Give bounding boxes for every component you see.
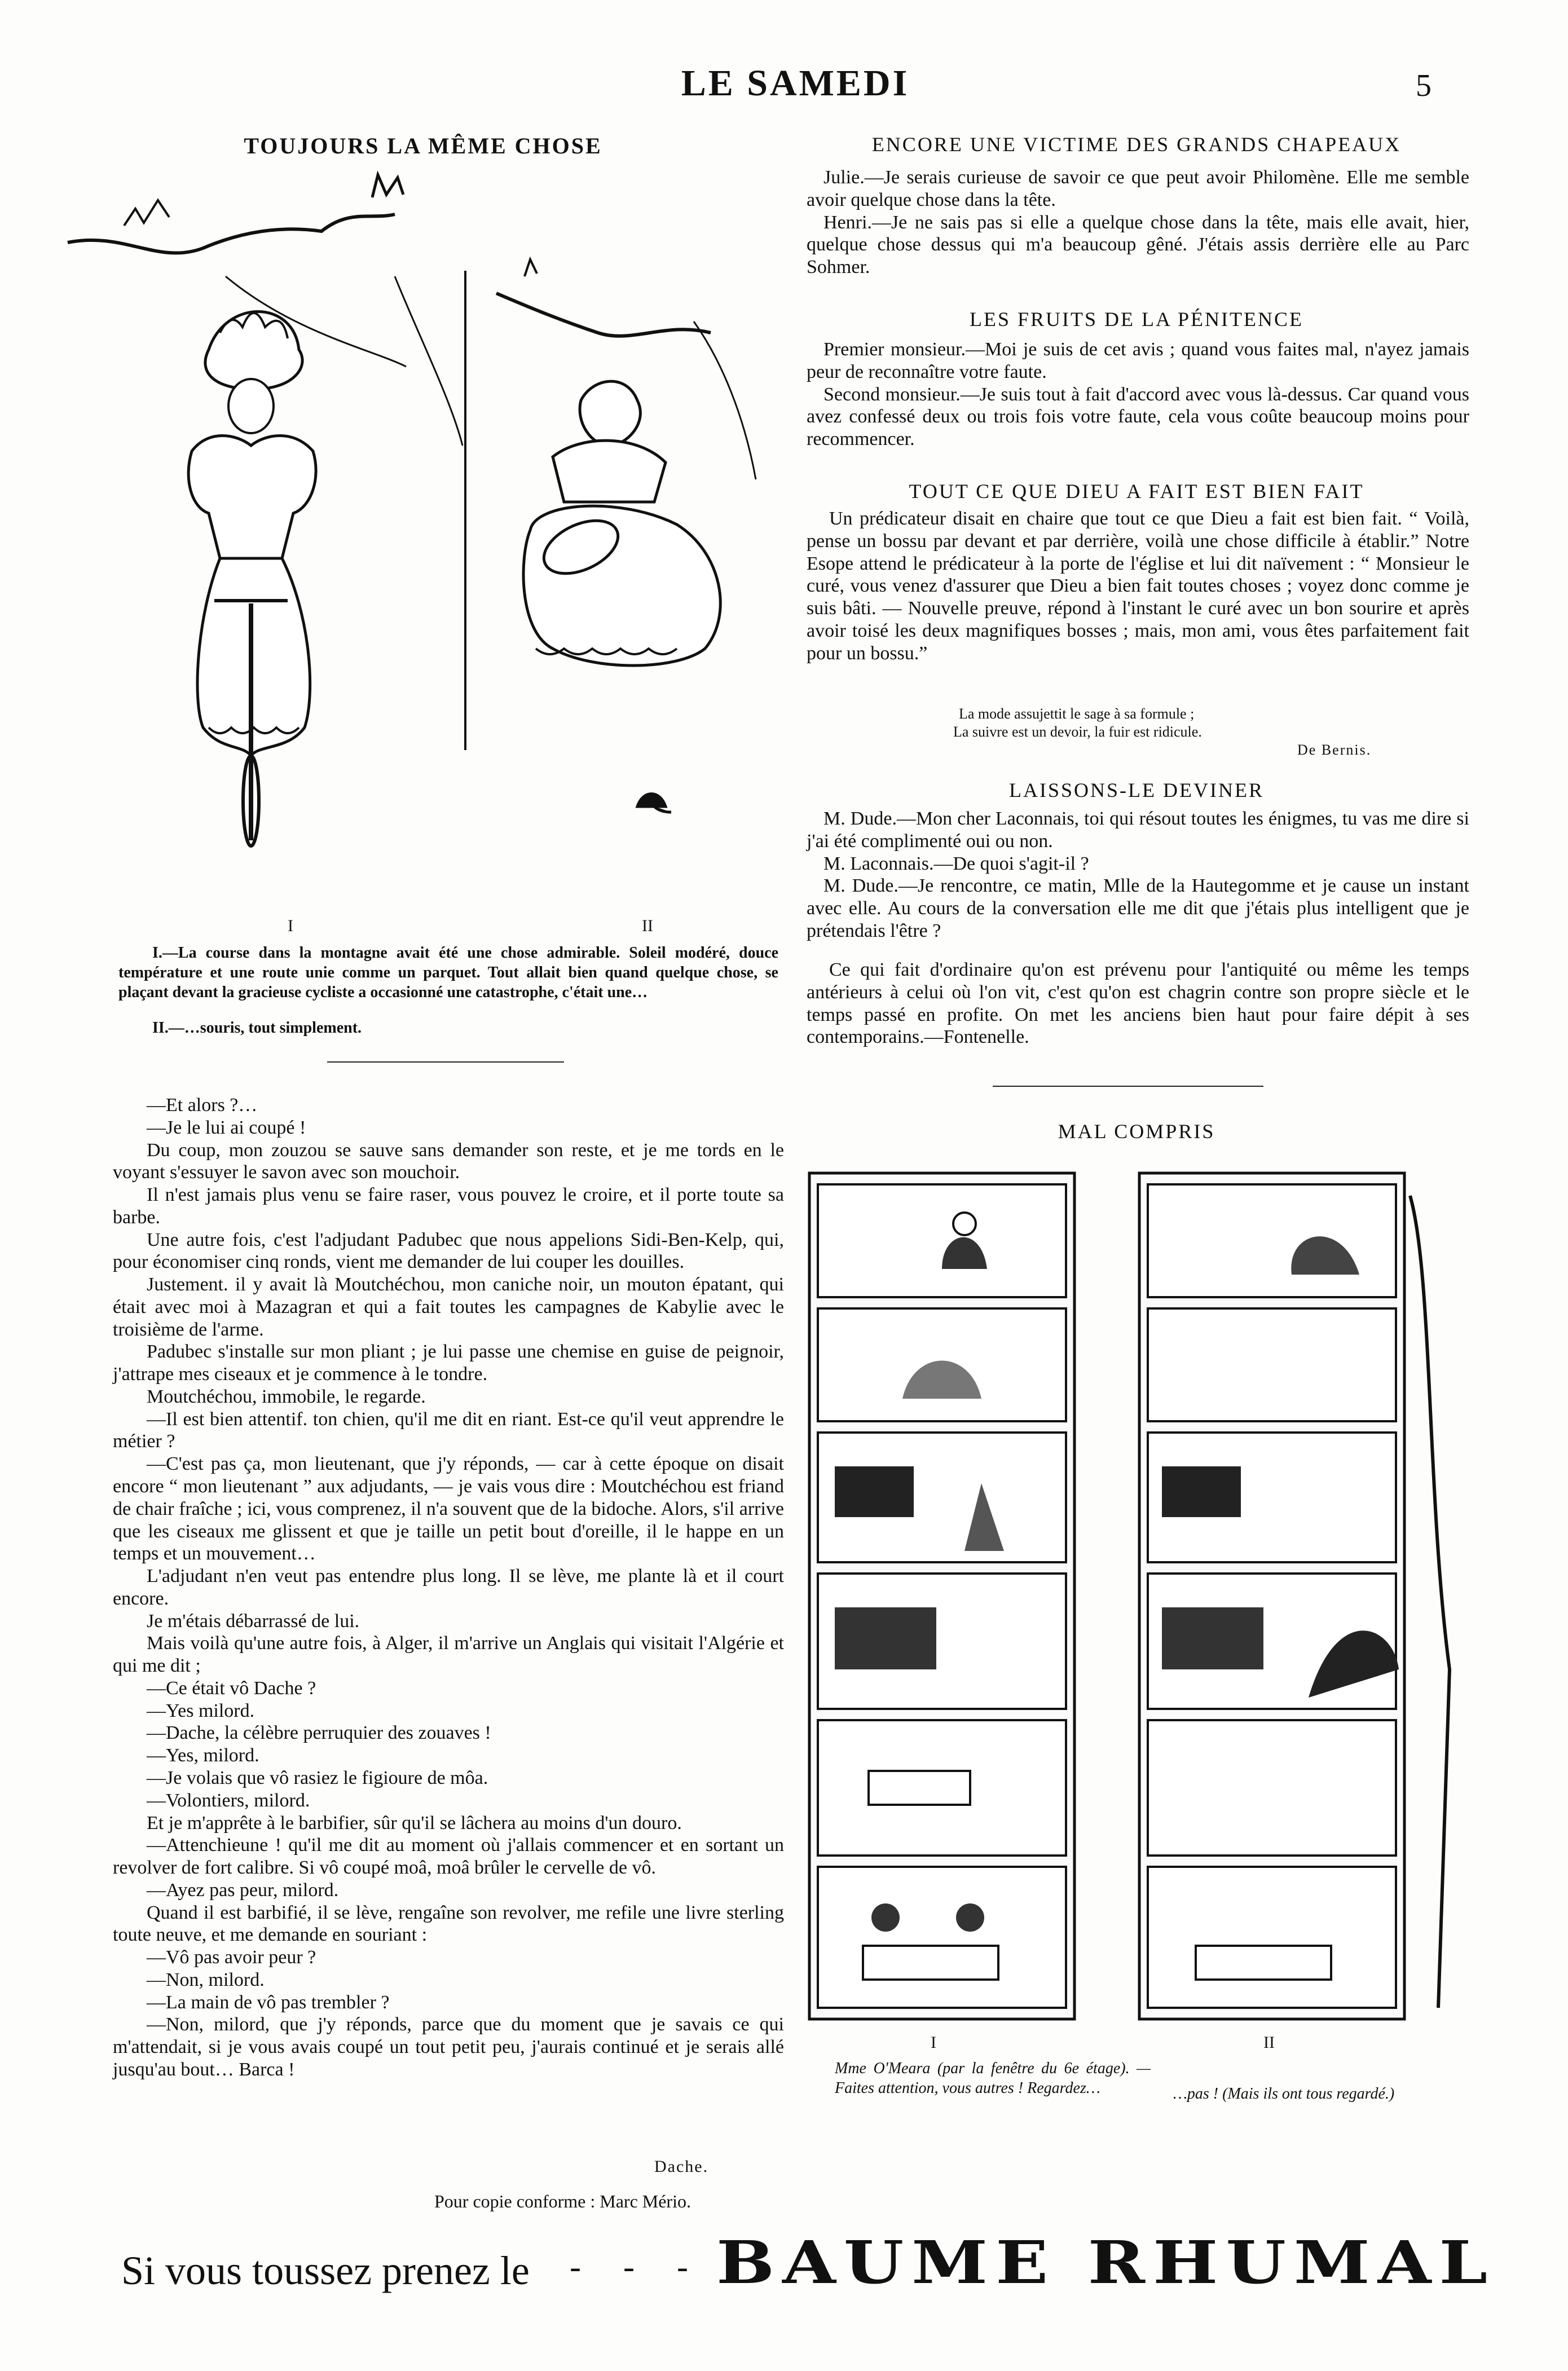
story-line: Moutchéchou, immobile, le regarde. — [147, 1386, 426, 1407]
dialog-line: Second monsieur.—Je suis tout à fait d'accord avec vous là-dessus. Car quand vous avez confessé deux ou trois fois votre faute, cela vous coûte beaucoup moins pour recommencer. — [807, 384, 1469, 450]
section-fontenelle: Ce qui fait d'ordinaire qu'on est prévenu pour l'antiquité ou même les temps antérieurs à celui où l'on vit, c'est qu'on est chagrin contre son propre siècle et le temps passé en profite. On met les anciens bien haut pour faire dépit à ses contemporains.—Fontenelle. — [807, 959, 1469, 1048]
masthead: LE SAMEDI — [681, 63, 910, 104]
story-body — [113, 1094, 784, 2081]
strip-label-one: I — [931, 2033, 936, 2052]
story-line: —Je volais que vô rasiez le figioure de môa. — [147, 1767, 488, 1788]
story-line: Du coup, mon zouzou se sauve sans demander son reste, et je me tords en le voyant s'essuyer le savon avec son mouchoir. — [113, 1139, 784, 1183]
dialog-line: M. Dude.—Je rencontre, ce matin, Mlle de la Hautegomme et je cause un instant avec elle. Au cours de la conversation elle me dit que j'étais plus intelligent que je prétendais l'être ? — [807, 875, 1469, 941]
strip-column-two — [1139, 1173, 1450, 2019]
dialog-line: Henri.—Je ne sais pas si elle a quelque chose dans la tête, mais elle avait, hier, quelque chose dessus qui m'a beaucoup gêné. J'étais assis derrière elle au Parc Sohmer. — [807, 211, 1469, 278]
story-line: —Ayez pas peur, milord. — [147, 1879, 339, 1901]
panel-two-illustration — [496, 259, 756, 812]
story-line: Une autre fois, c'est l'adjudant Padubec que nous appelions Sidi-Ben-Kelp, qui, pour économiser cinq ronds, vient me demander de lui couper les douilles. — [113, 1229, 784, 1273]
panel-label-one: I — [288, 916, 293, 935]
story-line: —Dache, la célèbre perruquier des zouaves ! — [147, 1722, 491, 1744]
story-line: —Non, milord, que j'y réponds, parce que du moment que je savais ce qui m'attendait, si je vous avais coupé un tout petit peu, j'aurais continué et je serais allé jusqu'au bout… Barca ! — [113, 2014, 784, 2080]
story-line: —Yes milord. — [147, 1700, 255, 1721]
story-line: Justement. il y avait là Moutchéchou, mon caniche noir, un mouton épatant, qui était avec moi à Mazagran et qui a fait toutes les campagnes de Kabylie avec le troisième de l'arme. — [113, 1274, 784, 1340]
story-line: —Il est bien attentif. ton chien, qu'il me dit en riant. Est-ce qu'il veut apprendre le métier ? — [113, 1408, 784, 1452]
story-line: —Yes, milord. — [147, 1745, 259, 1766]
section-title-deviner: LAISSONS-LE DEVINER — [1009, 779, 1264, 801]
panel-one-illustration — [68, 175, 463, 846]
section-dieu: Un prédicateur disait en chaire que tout ce que Dieu a fait est bien fait. “ Voilà, pense un bossu par devant et par derrière, voilà une chose difficile à établir.” Notre Esope attend le prédicateur à la porte de l'église et lui dit naïvement : “ Monsieur le curé, vous venez d'assurer que Dieu a bien fait toutes choses ; voyez donc comme je suis bâti. — Nouvelle preuve, répond à l'instant le curé avec un bon sourire et après avoir toisé les deux magnifiques bosses ; mais, mon ami, vous êtes parfaitement fait pour un bossu.” — [807, 508, 1469, 664]
story-line: Padubec s'installe sur mon pliant ; je lui passe une chemise en guise de peignoir, j'attrape mes ciseaux et je commence à le tondre. — [113, 1341, 784, 1385]
story-line: —C'est pas ça, mon lieutenant, que j'y réponds, — car à cette époque on disait encore “ mon lieutenant ” aux adjudants, — je vais vous dire : Moutchéchou est friand de chair fraîche ; ici, vous comprenez, il n'a souvent que de la bidoche. Alors, s'il arrive que les ciseaux me glissent et que je taille un petit bout d'oreille, il le happe en un temps et un mouvement… — [113, 1453, 784, 1564]
strip-column-one — [809, 1173, 1074, 2019]
story-line: —Ce était vô Dache ? — [147, 1677, 316, 1699]
ad-text: Si vous toussez prenez le — [121, 2248, 530, 2293]
ad-dashes: - - - — [570, 2248, 705, 2285]
story-signature: Dache. — [654, 2157, 709, 2176]
dialog-line: M. Dude.—Mon cher Laconnais, toi qui résout toutes les énigmes, tu vas me dire si j'ai été complimenté oui ou non. — [807, 808, 1469, 852]
story-line: L'adjudant n'en veut pas entendre plus long. Il se lève, me plante là et il court encore. — [113, 1566, 784, 1609]
strip-title: MAL COMPRIS — [1058, 1120, 1215, 1143]
dialog-line: Julie.—Je serais curieuse de savoir ce que peut avoir Philomène. Elle me semble avoir quelque chose dans la tête. — [807, 167, 1469, 210]
story-line: Je m'étais débarrassé de lui. — [147, 1610, 360, 1632]
cycling-cartoon — [56, 164, 790, 897]
panel-label-two: II — [642, 916, 653, 935]
story-line: Il n'est jamais plus venu se faire raser, vous pouvez le croire, et il porte toute sa barbe. — [113, 1184, 784, 1228]
dialog-line: M. Laconnais.—De quoi s'agit-il ? — [823, 853, 1089, 874]
cartoon-caption-two: II.—…souris, tout simplement. — [152, 1019, 362, 1037]
divider — [993, 1086, 1263, 1087]
cartoon-title: TOUJOURS LA MÊME CHOSE — [244, 133, 602, 158]
copy-conforme: Pour copie conforme : Marc Mério. — [434, 2191, 691, 2211]
section-penitence — [807, 338, 1469, 451]
poem-author: De Bernis. — [1297, 742, 1372, 758]
story-line: —Attenchieune ! qu'il me dit au moment où j'allais commencer et en sortant un revolver de fort calibre. Si vô coupé moâ, moâ brûler le cervelle de vô. — [113, 1835, 784, 1879]
poem-line-one: La mode assujettit le sage à sa formule ; — [959, 706, 1195, 722]
strip-label-two: II — [1263, 2033, 1275, 2052]
story-line: Et je m'apprête à le barbifier, sûr qu'il se lâchera au moins d'un douro. — [147, 1812, 682, 1834]
story-line: —Vô pas avoir peur ? — [147, 1947, 316, 1968]
poem-line-two: La suivre est un devoir, la fuir est ridicule. — [953, 724, 1202, 740]
story-line: —Et alors ?… — [147, 1095, 258, 1116]
strip-caption-left: Mme O'Meara (par la fenêtre du 6e étage). — Faites attention, vous autres ! Regardez… — [835, 2060, 1151, 2097]
section-title-chapeaux: ENCORE UNE VICTIME DES GRANDS CHAPEAUX — [871, 133, 1402, 156]
divider — [327, 1061, 564, 1063]
section-deviner — [807, 808, 1469, 942]
strip-caption-right: …pas ! (Mais ils ont tous regardé.) — [1173, 2085, 1395, 2103]
story-line: Quand il est barbifié, il se lève, rengaîne son revolver, me refile une livre sterling toute neuve, et me demande en souriant : — [113, 1902, 784, 1946]
page-number: 5 — [1416, 68, 1432, 103]
story-line: —Non, milord. — [147, 1969, 265, 1990]
mal-compris-strip — [801, 1162, 1466, 2025]
story-line: —Je le lui ai coupé ! — [147, 1117, 306, 1138]
dialog-line: Premier monsieur.—Moi je suis de cet avis ; quand vous faites mal, n'ayez jamais peur de reconnaître votre faute. — [807, 339, 1469, 382]
story-line: —Volontiers, milord. — [147, 1790, 310, 1811]
story-line: Mais voilà qu'une autre fois, à Alger, il m'arrive un Anglais qui visitait l'Algérie et qui me dit ; — [113, 1633, 784, 1677]
cartoon-caption-one: I.—La course dans la montagne avait été une chose admirable. Soleil modéré, douce température et une route unie comme un parquet. Tout allait bien quand quelque chose, se plaçant devant la gracieuse cycliste a occasionné une catastrophe, c'était une… — [118, 944, 778, 1001]
story-line: —La main de vô pas trembler ? — [147, 1991, 390, 2013]
section-title-penitence: LES FRUITS DE LA PÉNITENCE — [969, 308, 1303, 330]
ad-product-name: BAUME RHUMAL — [716, 2228, 1496, 2297]
section-title-dieu: TOUT CE QUE DIEU A FAIT EST BIEN FAIT — [909, 480, 1364, 503]
section-chapeaux — [807, 166, 1469, 279]
